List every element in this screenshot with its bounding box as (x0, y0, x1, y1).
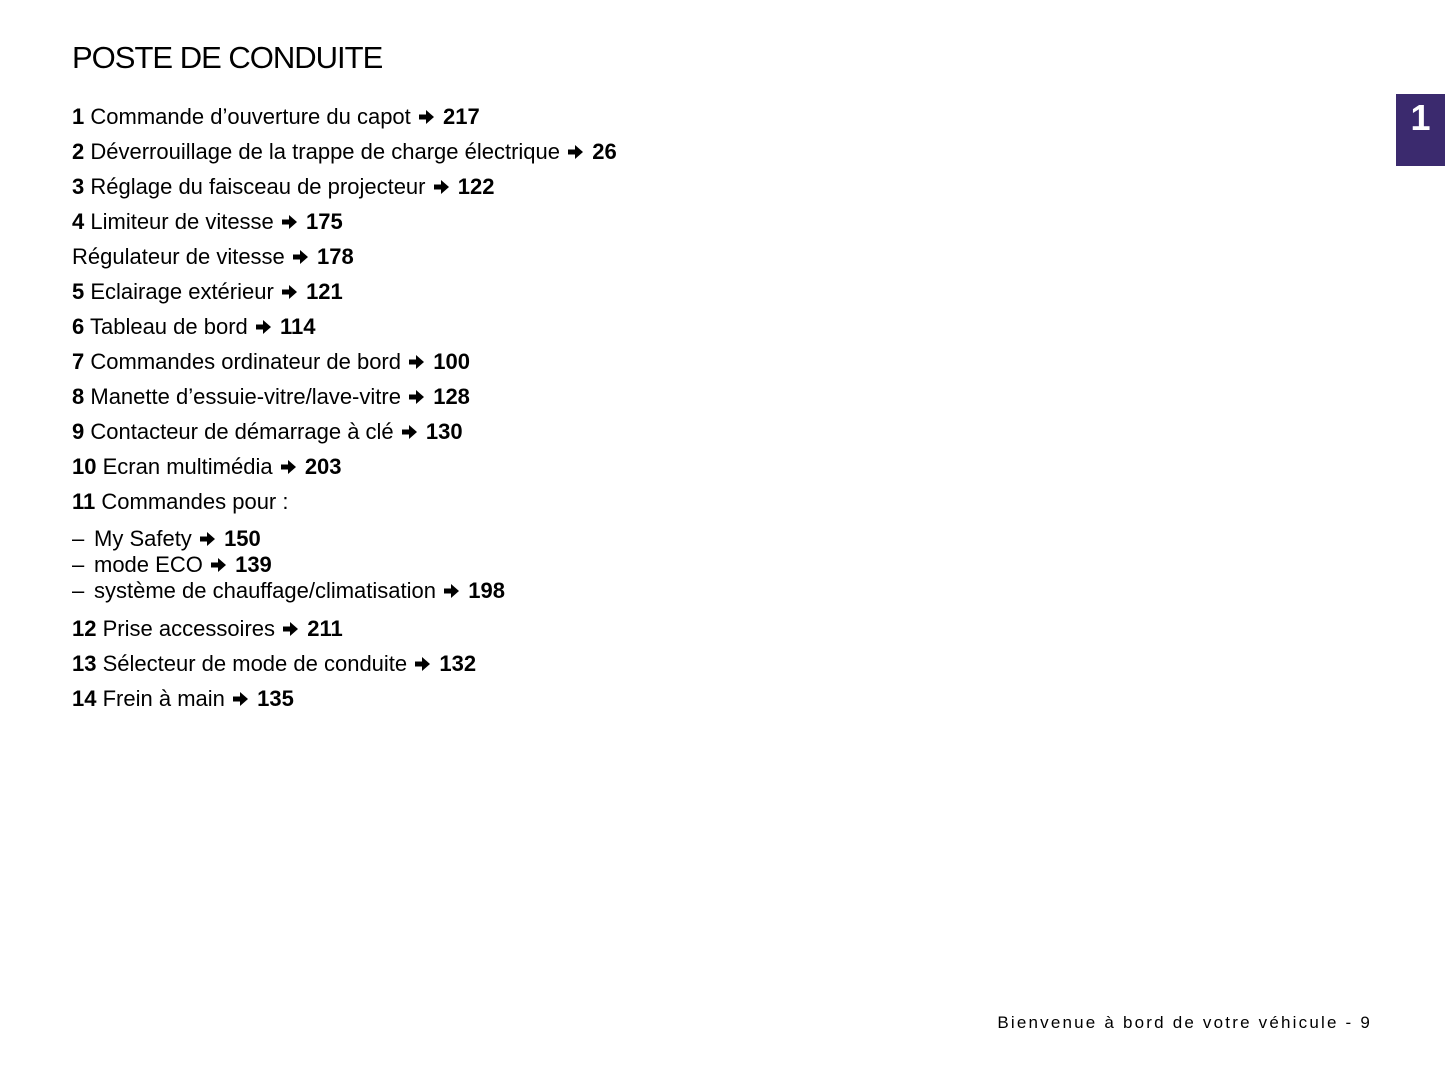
item-label: Tableau de bord (89, 314, 248, 339)
item-number: 14 (72, 686, 97, 711)
page-reference-link[interactable]: 150 (224, 526, 261, 551)
control-list (72, 99, 617, 716)
list-item (72, 169, 617, 204)
item-number: 6 (72, 314, 85, 339)
item-label: Déverrouillage de la trappe de charge électrique (90, 139, 561, 164)
right-arrow-icon (254, 319, 272, 335)
page-reference-link[interactable]: 128 (433, 384, 470, 409)
page-title: POSTE DE CONDUITE (72, 40, 383, 75)
right-arrow-icon (280, 284, 298, 300)
right-arrow-icon (198, 531, 216, 547)
item-number: 10 (72, 454, 97, 479)
item-label: Commande d’ouverture du capot (90, 104, 411, 129)
page-reference-link[interactable]: 135 (257, 686, 294, 711)
list-item (72, 611, 617, 646)
subitem-label: mode ECO (94, 552, 203, 577)
right-arrow-icon (281, 621, 299, 637)
item-number: 5 (72, 279, 85, 304)
item-number: 11 (72, 489, 96, 514)
list-item (72, 379, 617, 414)
item-label: Commandes pour : (101, 489, 289, 514)
item-label: Manette d’essuie-vitre/lave-vitre (90, 384, 401, 409)
item-label: Limiteur de vitesse (90, 209, 274, 234)
item-label: Réglage du faisceau de projecteur (90, 174, 426, 199)
item-label: Commandes ordinateur de bord (90, 349, 401, 374)
right-arrow-icon (417, 109, 435, 125)
item-number: 9 (72, 419, 85, 444)
page-reference-link[interactable]: 26 (592, 139, 617, 164)
list-item (72, 309, 617, 344)
item-number: 12 (72, 616, 97, 641)
list-item (72, 449, 617, 484)
page-reference-link[interactable]: 114 (280, 314, 316, 339)
page-reference-link[interactable]: 122 (457, 174, 495, 199)
page-reference-link[interactable]: 139 (235, 552, 272, 577)
right-arrow-icon (209, 557, 227, 573)
page-reference-link[interactable]: 130 (425, 419, 463, 444)
item-number: 7 (72, 349, 85, 374)
item-label: Ecran multimédia (102, 454, 273, 479)
page-reference-link[interactable]: 175 (306, 209, 343, 234)
sublist-item (72, 578, 617, 604)
list-item (72, 134, 617, 169)
item-label: Sélecteur de mode de conduite (102, 651, 408, 676)
list-item (72, 239, 617, 274)
list-item (72, 99, 617, 134)
subitem-label: système de chauffage/climatisation (94, 578, 436, 603)
page-reference-link[interactable]: 178 (317, 244, 354, 269)
right-arrow-icon (566, 144, 584, 160)
right-arrow-icon (407, 389, 425, 405)
page-reference-link[interactable]: 121 (306, 279, 343, 304)
dash-bullet: – (72, 552, 85, 577)
page-reference-link[interactable]: 217 (443, 104, 480, 129)
sublist-item (72, 526, 617, 552)
page-reference-link[interactable]: 198 (468, 578, 505, 603)
right-arrow-icon (432, 179, 450, 195)
page-reference-link[interactable]: 211 (307, 616, 343, 641)
list-item (72, 344, 617, 379)
right-arrow-icon (279, 459, 297, 475)
right-arrow-icon (291, 249, 309, 265)
right-arrow-icon (413, 656, 431, 672)
list-item (72, 414, 617, 449)
right-arrow-icon (231, 691, 249, 707)
item-number: 13 (72, 651, 97, 676)
right-arrow-icon (400, 424, 418, 440)
item-label: Contacteur de démarrage à clé (90, 419, 394, 444)
list-item (72, 484, 617, 519)
item-number: 8 (72, 384, 85, 409)
dash-bullet: – (72, 578, 85, 603)
subitem-label: My Safety (94, 526, 192, 551)
right-arrow-icon (280, 214, 298, 230)
item-label: Prise accessoires (102, 616, 275, 641)
item-number: 2 (72, 139, 85, 164)
page-reference-link[interactable]: 203 (304, 454, 342, 479)
list-item (72, 646, 617, 681)
item-label: Eclairage extérieur (90, 279, 274, 304)
right-arrow-icon (442, 583, 460, 599)
page-reference-link[interactable]: 100 (433, 349, 470, 374)
list-item (72, 681, 617, 716)
dash-bullet: – (72, 526, 85, 551)
sublist-item (72, 552, 617, 578)
page-reference-link[interactable]: 132 (439, 651, 477, 676)
right-arrow-icon (407, 354, 425, 370)
item-label: Régulateur de vitesse (72, 244, 285, 269)
item-number: 1 (72, 104, 85, 129)
list-item (72, 204, 617, 239)
list-item (72, 274, 617, 309)
item-number: 3 (72, 174, 85, 199)
page-footer: Bienvenue à bord de votre véhicule - 9 (997, 1013, 1372, 1032)
chapter-tab[interactable]: 1 (1396, 94, 1445, 166)
sublist-container (72, 526, 617, 604)
item-number: 4 (72, 209, 85, 234)
item-label: Frein à main (102, 686, 225, 711)
sublist (72, 526, 617, 604)
